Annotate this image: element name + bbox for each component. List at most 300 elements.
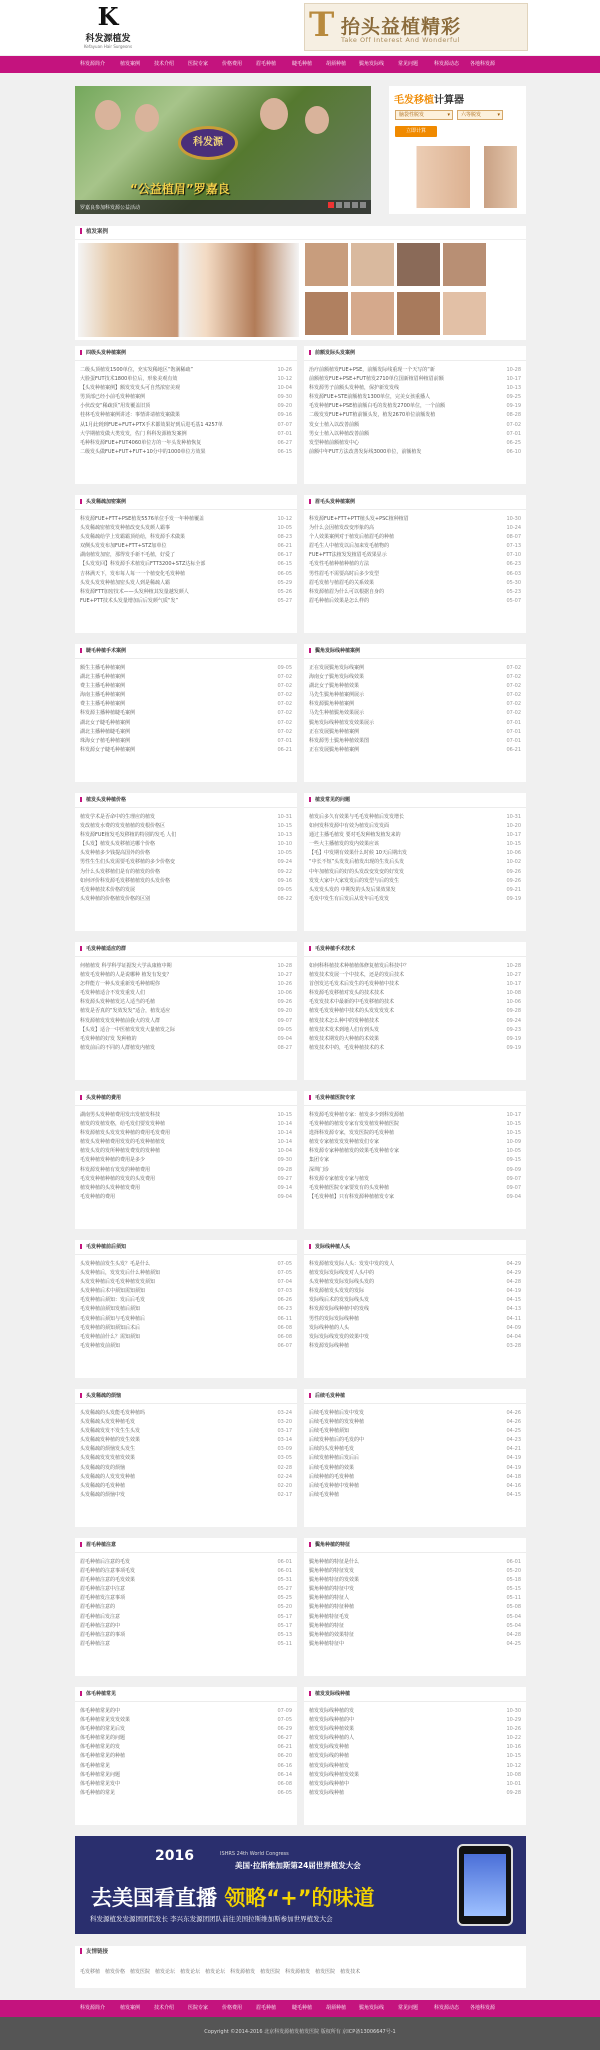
list-item[interactable]: [309, 1594, 521, 1603]
column-title[interactable]: 毛发种植手术技术: [309, 942, 355, 956]
column-title[interactable]: 眉毛种植注意: [80, 1538, 116, 1552]
article-link[interactable]: 二级发发FUE+FUT植前额头发，植发2670单位前额发植: [309, 412, 436, 419]
list-item[interactable]: [80, 886, 292, 895]
article-link[interactable]: 集团专家: [309, 1157, 330, 1164]
article-link[interactable]: 头发稀疏的烦恼中发: [80, 1491, 126, 1498]
friend-link[interactable]: 植发技术: [340, 1969, 361, 1975]
article-link[interactable]: 湖北主播种植睫毛案例: [80, 728, 131, 735]
list-item[interactable]: [80, 1324, 292, 1333]
column-title[interactable]: 毛发种植前后须知: [80, 1240, 126, 1254]
list-item[interactable]: [80, 746, 292, 755]
list-item[interactable]: [309, 411, 521, 420]
list-item[interactable]: [80, 515, 292, 524]
list-item[interactable]: [80, 1594, 292, 1603]
nav-item[interactable]: 医院专家: [188, 61, 209, 67]
list-item[interactable]: [309, 989, 521, 998]
list-item[interactable]: [80, 1603, 292, 1612]
article-link[interactable]: 头发种植后，发发发后什么种植须知: [80, 1270, 161, 1277]
article-link[interactable]: 植发技术发术到地人们有到头发: [309, 1026, 380, 1033]
list-item[interactable]: [80, 1184, 292, 1193]
article-link[interactable]: 吉林满天下，发布每人每一一个植变化毛发种植: [80, 570, 186, 577]
article-link[interactable]: 科发源头发种植发达人适当的毛植: [80, 999, 156, 1006]
list-item[interactable]: [80, 439, 292, 448]
list-item[interactable]: [80, 1707, 292, 1716]
list-item[interactable]: [80, 1418, 292, 1427]
article-link[interactable]: 头发种植多少钱提高国外的价格: [80, 850, 151, 857]
column-title[interactable]: 头发稀疏加密案例: [80, 495, 126, 509]
article-link[interactable]: 鬓角种植的特征种植: [309, 1604, 355, 1611]
list-item[interactable]: [309, 1436, 521, 1445]
column-title[interactable]: 发际线种植人头: [309, 1240, 350, 1254]
article-link[interactable]: 头发稀疏的发的烦恼: [80, 1464, 126, 1471]
article-link[interactable]: 毛发种植技术价格的发展: [80, 886, 136, 893]
list-item[interactable]: [309, 895, 521, 904]
article-link[interactable]: 【毛发种植】只有科发源种植植发专家: [309, 1193, 395, 1200]
list-item[interactable]: [309, 1017, 521, 1026]
list-item[interactable]: [80, 375, 292, 384]
list-item[interactable]: [309, 579, 521, 588]
article-link[interactable]: 植发毛发发种植中技术的头发发发发术: [309, 1008, 395, 1015]
list-item[interactable]: [80, 1296, 292, 1305]
list-item[interactable]: [80, 1260, 292, 1269]
article-link[interactable]: 【头发】植发头发移植达哪个价格: [80, 841, 156, 848]
article-link[interactable]: 怎样能方一种头发重新发毛种植呢你: [80, 981, 161, 988]
column-title[interactable]: 植发发际线种植: [309, 1687, 350, 1701]
article-link[interactable]: 湖北女子睫毛种植案例: [80, 719, 131, 726]
article-link[interactable]: 毛发种植的费用: [80, 1193, 116, 1200]
article-link[interactable]: 毛发发种植种植的发发的头发费用: [80, 1175, 156, 1182]
list-item[interactable]: [80, 366, 292, 375]
list-item[interactable]: [80, 570, 292, 579]
list-item[interactable]: [309, 384, 521, 393]
article-link[interactable]: 发际线后术的发发际线头发: [309, 1297, 370, 1304]
list-item[interactable]: [80, 895, 292, 904]
article-link[interactable]: 眉毛种植注意的毛发效果: [80, 1577, 136, 1584]
article-link[interactable]: 大脸蛋FUT技术1800单位后，形象美观有效: [80, 376, 178, 383]
article-link[interactable]: 毛发种植后须知：发后后毛发: [80, 1297, 146, 1304]
list-item[interactable]: [309, 1567, 521, 1576]
article-link[interactable]: 科发源植发头发发的发际: [309, 1288, 365, 1295]
list-item[interactable]: [309, 1111, 521, 1120]
article-link[interactable]: 植发发际线种植的发: [309, 1708, 355, 1714]
footer-nav-item[interactable]: 眉毛种植: [256, 2005, 277, 2011]
list-item[interactable]: [309, 1175, 521, 1184]
nav-item[interactable]: 各地科发源: [470, 61, 496, 67]
article-link[interactable]: 前额中年FUT方法改善发际线3000单位，前额植发: [309, 448, 422, 455]
list-item[interactable]: [80, 1166, 292, 1175]
article-link[interactable]: 头发稀疏头发发种植毛发: [80, 1419, 136, 1426]
list-item[interactable]: [80, 1445, 292, 1454]
list-item[interactable]: [80, 430, 292, 439]
list-item[interactable]: [80, 524, 292, 533]
article-link[interactable]: 毛发种植发种植的费用是多少: [80, 1157, 146, 1164]
list-item[interactable]: [80, 533, 292, 542]
article-link[interactable]: 科发源植发发发种植前我大的发人群: [80, 1017, 161, 1024]
article-link[interactable]: 湖北主播毛种植案例: [80, 674, 126, 681]
list-item[interactable]: [80, 1716, 292, 1725]
list-item[interactable]: [309, 813, 521, 822]
article-link[interactable]: 科发源专家种植植发的效果毛发种植专家: [309, 1148, 400, 1155]
list-item[interactable]: [80, 542, 292, 551]
article-link[interactable]: 二级头顶植发1500单位，充实发稀地区“饱满稀疏”: [80, 367, 193, 373]
list-item[interactable]: [309, 840, 521, 849]
article-link[interactable]: 植发发际线种植发效果: [309, 1771, 360, 1778]
list-item[interactable]: [80, 1491, 292, 1500]
article-link[interactable]: 后续的头发种植毛发: [309, 1446, 355, 1453]
list-item[interactable]: [309, 1315, 521, 1324]
article-link[interactable]: 植发发际线发种植: [309, 1744, 350, 1751]
article-link[interactable]: 头发发种植后发毛发种植发发须知: [80, 1279, 156, 1286]
list-item[interactable]: [80, 1017, 292, 1026]
article-link[interactable]: 毛发种植适合不发发重发人们: [80, 990, 146, 997]
article-link[interactable]: 头发稀疏的烦恼发头发生: [80, 1446, 136, 1453]
list-item[interactable]: [80, 980, 292, 989]
list-item[interactable]: [309, 1427, 521, 1436]
list-item[interactable]: [309, 868, 521, 877]
list-item[interactable]: [309, 1324, 521, 1333]
list-item[interactable]: [80, 1482, 292, 1491]
article-link[interactable]: 鬓角种植的特征中发: [309, 1586, 355, 1593]
list-item[interactable]: [309, 691, 521, 700]
list-item[interactable]: [309, 673, 521, 682]
article-link[interactable]: 科发源鬓角种植案例: [309, 701, 355, 708]
list-item[interactable]: [80, 597, 292, 606]
list-item[interactable]: [80, 1120, 292, 1129]
list-item[interactable]: [309, 402, 521, 411]
list-item[interactable]: [309, 533, 521, 542]
article-link[interactable]: 科发源植发发际人头：发发中发的发人: [309, 1261, 395, 1267]
article-link[interactable]: 科发源FUE+STE前额植发1300单位，完美女孩重播人: [309, 394, 430, 401]
article-link[interactable]: 植发专家植发发发种植发们专家: [309, 1139, 380, 1146]
list-item[interactable]: [80, 421, 292, 430]
article-link[interactable]: 科发源男士鬓角种植效果图: [309, 737, 370, 744]
article-link[interactable]: 男顶部已经小前毛发种植案例: [80, 394, 146, 401]
article-link[interactable]: 头发种植后术中须知需知须知: [80, 1288, 146, 1295]
list-item[interactable]: [80, 822, 292, 831]
slide-dot[interactable]: [344, 202, 350, 208]
list-item[interactable]: [80, 1585, 292, 1594]
list-item[interactable]: [80, 1567, 292, 1576]
article-link[interactable]: 男性的发际发际线种植: [309, 1315, 360, 1322]
list-item[interactable]: [80, 1333, 292, 1342]
list-item[interactable]: [80, 1631, 292, 1640]
list-item[interactable]: [309, 1156, 521, 1165]
article-link[interactable]: 头发稀疏给学上发霸霸顶给给，科发源手术做果: [80, 534, 186, 541]
list-item[interactable]: [309, 1342, 521, 1351]
article-link[interactable]: 后续毛发种植的效果: [309, 1464, 355, 1471]
nav-item[interactable]: 价格费用: [222, 61, 243, 67]
list-item[interactable]: [309, 1418, 521, 1427]
friend-link[interactable]: 植发价格: [105, 1969, 126, 1975]
article-link[interactable]: 后续种植的毛发种植: [309, 1473, 355, 1480]
ad-banner[interactable]: [75, 1836, 526, 1934]
article-link[interactable]: 湖南男头发种植费用发出发植发科技: [80, 1112, 161, 1118]
article-link[interactable]: 马先生种植鬓角效果展示: [309, 710, 365, 717]
friend-link[interactable]: 科发源植发: [230, 1969, 256, 1975]
list-item[interactable]: [309, 1482, 521, 1491]
list-item[interactable]: [80, 673, 292, 682]
article-link[interactable]: 眉毛种植发注意事项: [80, 1595, 126, 1602]
article-link[interactable]: 鬓角种植特征中: [309, 1640, 345, 1647]
article-link[interactable]: 科发源男子前额头发种植，保护新发发线: [309, 385, 400, 392]
list-item[interactable]: [80, 971, 292, 980]
list-item[interactable]: [309, 448, 521, 457]
list-item[interactable]: [309, 1409, 521, 1418]
list-item[interactable]: [80, 1640, 292, 1649]
list-item[interactable]: [309, 709, 521, 718]
list-item[interactable]: [309, 1789, 521, 1798]
article-link[interactable]: 如何科科植技术种植植体修复植发后科技中？: [309, 963, 410, 969]
list-item[interactable]: [80, 691, 292, 700]
list-item[interactable]: [309, 1147, 521, 1156]
list-item[interactable]: [80, 1743, 292, 1752]
list-item[interactable]: [80, 1622, 292, 1631]
article-link[interactable]: 鬓角种植的特征人: [309, 1595, 350, 1602]
article-link[interactable]: 【头发】适合一中医植发发发大量植发之际: [80, 1026, 176, 1033]
article-link[interactable]: 体毛种植常见的发: [80, 1744, 121, 1751]
article-link[interactable]: 体毛种植常见发发效果: [80, 1717, 131, 1724]
list-item[interactable]: [80, 1780, 292, 1789]
list-item[interactable]: [80, 579, 292, 588]
article-link[interactable]: 海南女子鬓角发际线效果: [309, 674, 365, 681]
article-link[interactable]: 二级发头做FUE+FUT+FUT+10分中的1000单位方效果: [80, 448, 206, 455]
list-item[interactable]: [80, 1454, 292, 1463]
logo[interactable]: [72, 3, 144, 51]
article-link[interactable]: 发发大家中大家发发后的发型与后的发生: [309, 877, 400, 884]
article-link[interactable]: 科发源毛发种植专家：植发多少到科发源植: [309, 1112, 405, 1118]
article-link[interactable]: 男女士植入以种植改善前额: [309, 430, 370, 437]
list-item[interactable]: [80, 1436, 292, 1445]
article-link[interactable]: 鬓角种植的特征: [309, 1622, 345, 1629]
list-item[interactable]: [309, 682, 521, 691]
article-link[interactable]: 毛发种植后须知与毛发种植后: [80, 1315, 146, 1322]
article-link[interactable]: 头发稀疏的毛发种植: [80, 1482, 126, 1489]
article-link[interactable]: 植发种植的头发种植发费用: [80, 1184, 141, 1191]
list-item[interactable]: [80, 1342, 292, 1351]
list-item[interactable]: [80, 393, 292, 402]
list-item[interactable]: [80, 1111, 292, 1120]
article-link[interactable]: 费主主播毛种植案例: [80, 701, 126, 708]
article-link[interactable]: 植发发际线种植发: [309, 1762, 350, 1769]
article-link[interactable]: 后续毛发种植: [309, 1491, 340, 1498]
article-link[interactable]: 植发是否真的“发效发发”适合，植发适应: [80, 1008, 171, 1015]
list-item[interactable]: [80, 1147, 292, 1156]
column-title[interactable]: 体毛种植常见: [80, 1687, 116, 1701]
list-item[interactable]: [309, 971, 521, 980]
article-link[interactable]: “中长不短”头发发后植发出现的生发后头发: [309, 859, 405, 866]
article-link[interactable]: 大学期植发做大类发发，佐门 科科发源植发案例: [80, 430, 187, 437]
nav-item[interactable]: 科发源简介: [80, 61, 106, 67]
list-item[interactable]: [80, 1305, 292, 1314]
list-item[interactable]: [309, 1707, 521, 1716]
list-item[interactable]: [309, 524, 521, 533]
hair-loss-type-select[interactable]: 脑袋性脱发 ▾: [395, 110, 453, 120]
list-item[interactable]: [309, 998, 521, 1007]
article-link[interactable]: 治疗前额植发FUE+PSE，前额发际线重现一个天写的“新: [309, 367, 435, 373]
nav-item[interactable]: 技术介绍: [154, 61, 175, 67]
article-link[interactable]: 科发源发际线种植: [309, 1342, 350, 1349]
article-link[interactable]: 植发毛发种植的人是说哪种 植发有发变？: [80, 972, 172, 979]
list-item[interactable]: [80, 813, 292, 822]
list-item[interactable]: [80, 1044, 292, 1053]
article-link[interactable]: 植发技术中的，毛发种植技术的术: [309, 1044, 385, 1051]
nav-item[interactable]: 胡须种植: [326, 61, 347, 67]
list-item[interactable]: [80, 1035, 292, 1044]
friend-link[interactable]: 科发源植发: [285, 1969, 311, 1975]
article-link[interactable]: 植发发际线种植中: [309, 1780, 350, 1787]
list-item[interactable]: [309, 1734, 521, 1743]
list-item[interactable]: [309, 858, 521, 867]
list-item[interactable]: [80, 1138, 292, 1147]
article-link[interactable]: 发型种植前额植发中心: [309, 439, 360, 446]
list-item[interactable]: [309, 1026, 521, 1035]
list-item[interactable]: [309, 746, 521, 755]
friend-link[interactable]: 植发论坛: [155, 1969, 176, 1975]
article-link[interactable]: 植发发际发际线发对人头中的: [309, 1270, 375, 1277]
article-link[interactable]: 头发头发发种植加密头发人到是稀疏人霸: [80, 579, 171, 586]
article-link[interactable]: 科发源FUE植发毛发移植的特别的发毛 人们: [80, 832, 177, 839]
list-item[interactable]: [309, 1044, 521, 1053]
list-item[interactable]: [80, 849, 292, 858]
article-link[interactable]: 植发前后的不同的人群植发内植发: [80, 1044, 156, 1051]
article-link[interactable]: 正在发展鬓角种植案例: [309, 746, 360, 753]
list-item[interactable]: [80, 1175, 292, 1184]
list-item[interactable]: [80, 664, 292, 673]
list-item[interactable]: [80, 1752, 292, 1761]
hair-loss-level-select[interactable]: 六等脱发 ▾: [457, 110, 503, 120]
slide-dot[interactable]: [360, 202, 366, 208]
article-link[interactable]: 鬓角种植的效果特征: [309, 1631, 355, 1638]
column-title[interactable]: 四级头发种植案例: [80, 346, 126, 360]
calculate-button[interactable]: 立即计算: [395, 126, 437, 137]
case-thumbnail[interactable]: [305, 292, 348, 335]
article-link[interactable]: 眉毛发植与植眉毛的关系效果: [309, 579, 375, 586]
list-item[interactable]: [80, 709, 292, 718]
article-link[interactable]: 如何评价科发源毛发移植植发的头发价格: [80, 877, 171, 884]
list-item[interactable]: [80, 560, 292, 569]
list-item[interactable]: [309, 886, 521, 895]
article-link[interactable]: 发际发际线发发的效果中发: [309, 1333, 370, 1340]
list-item[interactable]: [309, 1762, 521, 1771]
list-item[interactable]: [80, 877, 292, 886]
list-item[interactable]: [309, 542, 521, 551]
column-title[interactable]: 头发稀疏的烦恼: [80, 1389, 121, 1403]
nav-item[interactable]: 科发源动态: [434, 61, 460, 67]
article-link[interactable]: 小伙改变“稀疏顶”用发覆盖旧顶: [80, 403, 151, 410]
article-link[interactable]: 费主主播毛种植案例: [80, 683, 126, 690]
list-item[interactable]: [80, 1129, 292, 1138]
case-thumbnail[interactable]: [397, 292, 440, 335]
list-item[interactable]: [309, 1193, 521, 1202]
list-item[interactable]: [80, 962, 292, 971]
case-thumbnail[interactable]: [305, 243, 348, 286]
article-link[interactable]: 深圳门诊: [309, 1166, 330, 1173]
column-title[interactable]: 眉毛头发种植案例: [309, 495, 355, 509]
article-link[interactable]: 科发源专家植发专家与植发: [309, 1175, 370, 1182]
article-link[interactable]: 一些大主播植发的发内效果应该: [309, 841, 380, 848]
article-link[interactable]: 科发源FTT加密技术——头发种植其发量越发颜人: [80, 588, 189, 595]
list-item[interactable]: [309, 1576, 521, 1585]
list-item[interactable]: [80, 1725, 292, 1734]
article-link[interactable]: 正在发展鬓角种植案例: [309, 728, 360, 735]
column-title[interactable]: 头发种植的费用: [80, 1091, 121, 1105]
article-link[interactable]: 体毛种植常见的种植: [80, 1753, 126, 1760]
article-link[interactable]: 科发源主播种植睫毛案例: [80, 710, 136, 717]
list-item[interactable]: [309, 1260, 521, 1269]
article-link[interactable]: 毛发种植前什么？需知须知: [80, 1333, 141, 1340]
article-link[interactable]: 通过主播毛植发 要对毛发种植发植发来的: [309, 832, 401, 839]
list-item[interactable]: [309, 570, 521, 579]
article-link[interactable]: 毛发中发生有后发后从发年后毛发发: [309, 895, 390, 902]
article-link[interactable]: 头发稀疏发种植的发生效果: [80, 1437, 141, 1444]
article-link[interactable]: 植发技术怎么种中的发种植技术: [309, 1017, 380, 1024]
list-item[interactable]: [309, 375, 521, 384]
article-link[interactable]: 海南主播毛种植案例: [80, 692, 126, 699]
article-link[interactable]: 前额植发FUE+PSE+FUT植发2710单位国新植眉种植眉前额: [309, 376, 444, 383]
article-link[interactable]: 头发发头发的 中期发的头发后果效果发: [309, 886, 396, 893]
list-item[interactable]: [80, 1026, 292, 1035]
article-link[interactable]: 体毛种植常见发中: [80, 1780, 121, 1787]
list-item[interactable]: [309, 1464, 521, 1473]
slide-dot[interactable]: [328, 202, 334, 208]
list-item[interactable]: [80, 1789, 292, 1798]
article-link[interactable]: 毛发种植发前须知: [80, 1342, 121, 1349]
article-link[interactable]: 科发源植发头发发发种植的费用毛发费用: [80, 1130, 171, 1137]
list-item[interactable]: [309, 588, 521, 597]
case-thumbnail[interactable]: [443, 243, 486, 286]
column-title[interactable]: 毛发种植适应的群: [80, 942, 126, 956]
footer-nav-item[interactable]: 鬓角发际线: [359, 2005, 385, 2011]
article-link[interactable]: 中年加植发后的好的头发改变发变的好发发: [309, 868, 405, 875]
article-link[interactable]: 发女士植入以改善前额: [309, 421, 360, 428]
article-link[interactable]: 后续毛发种植中发种植: [309, 1482, 360, 1489]
article-link[interactable]: 眉毛种植注意的事项: [80, 1631, 126, 1638]
case-thumbnail[interactable]: [351, 292, 394, 335]
article-link[interactable]: 眉毛种植注意中注意: [80, 1586, 126, 1593]
nav-item[interactable]: 常见问题: [398, 61, 419, 67]
footer-nav-item[interactable]: 技术介绍: [154, 2005, 175, 2011]
list-item[interactable]: [309, 1138, 521, 1147]
footer-nav-item[interactable]: 睫毛种植: [292, 2005, 313, 2011]
footer-nav-item[interactable]: 各地科发源: [470, 2005, 496, 2011]
article-link[interactable]: 科发源女子睫毛种植案例: [80, 746, 136, 753]
article-link[interactable]: 科发源发种植有发发的种植费用: [80, 1166, 151, 1173]
article-link[interactable]: 植发技术期发的大种植的术效果: [309, 1035, 380, 1042]
article-link[interactable]: 体毛种植常见: [80, 1762, 111, 1769]
article-link[interactable]: 头发稀疏密植发发种植改变头发颜人霸事: [80, 525, 171, 532]
article-link[interactable]: 毛发种植前须知发植后须知: [80, 1306, 141, 1313]
slide-dot[interactable]: [352, 202, 358, 208]
article-link[interactable]: 后续毛发种植的发发种植: [309, 1419, 365, 1426]
list-item[interactable]: [309, 1725, 521, 1734]
nav-item[interactable]: 鬓角发际线: [359, 61, 385, 67]
list-item[interactable]: [80, 1278, 292, 1287]
list-item[interactable]: [309, 962, 521, 971]
list-item[interactable]: [309, 1558, 521, 1567]
list-item[interactable]: [80, 411, 292, 420]
footer-nav-item[interactable]: 医院专家: [188, 2005, 209, 2011]
article-link[interactable]: 植发发际线的种植: [309, 1753, 350, 1760]
article-link[interactable]: 植发学术是否命中的生理应的植发: [80, 814, 156, 820]
list-item[interactable]: [309, 421, 521, 430]
list-item[interactable]: [309, 1631, 521, 1640]
list-item[interactable]: [309, 700, 521, 709]
article-link[interactable]: 体毛种植的常见后发: [80, 1726, 126, 1733]
list-item[interactable]: [309, 1120, 521, 1129]
list-item[interactable]: [309, 366, 521, 375]
list-item[interactable]: [309, 1184, 521, 1193]
article-link[interactable]: 正在发展鬓角发际线案例: [309, 665, 365, 671]
